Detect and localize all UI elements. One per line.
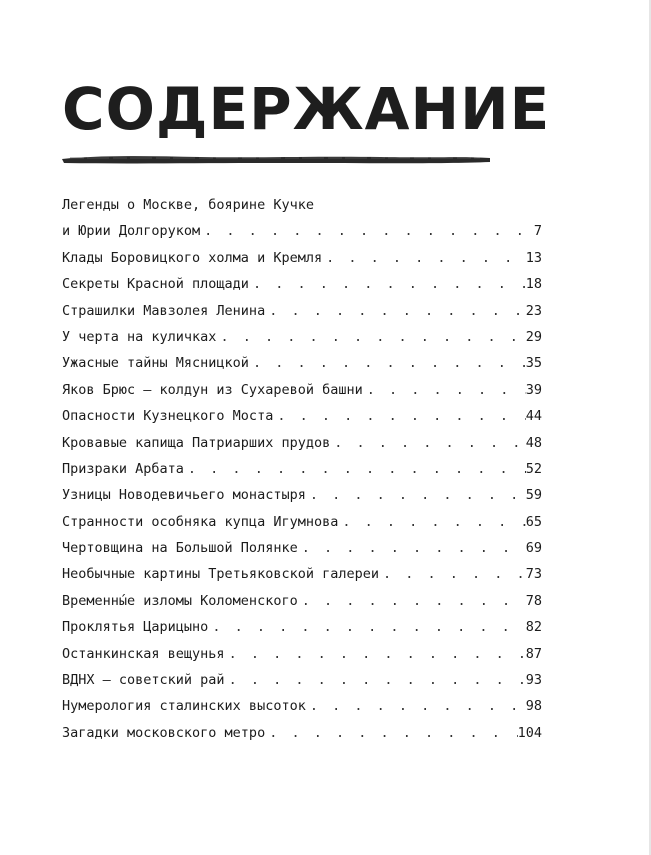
- toc-entry[interactable]: [62, 271, 542, 297]
- toc-page-number: 87: [525, 645, 542, 662]
- toc-line: [62, 430, 542, 456]
- toc-page-number: 44: [525, 408, 542, 425]
- dot-leader: [184, 456, 526, 482]
- toc-line: [62, 377, 542, 403]
- toc-line: [62, 403, 542, 429]
- toc-entry[interactable]: [62, 403, 542, 429]
- dot-leader: [306, 693, 526, 719]
- dot-leader: [208, 614, 525, 640]
- toc-line: [62, 509, 542, 535]
- toc-page-number: 48: [525, 434, 542, 451]
- dot-leader: [306, 482, 526, 508]
- toc-entry-title: Яков Брюс – колдун из Сухаревой башни: [62, 381, 363, 398]
- dot-leader: [265, 298, 526, 324]
- dot-leader: [379, 561, 526, 587]
- toc-line: [62, 324, 542, 350]
- toc-line: [62, 192, 542, 218]
- toc-page-number: 65: [525, 513, 542, 530]
- toc-page-number: 52: [525, 460, 542, 477]
- toc-line: [62, 667, 542, 693]
- toc-page-number: 59: [525, 487, 542, 504]
- title-underline: [60, 150, 492, 168]
- toc-entry-title-continued: и Юрии Долгоруком: [62, 223, 201, 240]
- toc-entry-title: Клады Боровицкого холма и Кремля: [62, 249, 323, 266]
- toc-page-number: 35: [525, 355, 542, 372]
- toc-line: [62, 271, 542, 297]
- toc-page-number: 23: [525, 302, 542, 319]
- toc-entry[interactable]: [62, 667, 542, 693]
- toc-page-number: 78: [525, 592, 542, 609]
- toc-page-number: 98: [525, 698, 542, 715]
- toc-page-number: 93: [525, 672, 542, 689]
- dot-leader: [273, 403, 525, 429]
- table-of-contents: [62, 192, 542, 746]
- toc-line: [62, 561, 542, 587]
- toc-entry-title: Секреты Красной площади: [62, 276, 249, 293]
- toc-entry-title: Страшилки Мавзолея Ленина: [62, 302, 266, 319]
- toc-entry-title: Проклятья Царицыно: [62, 619, 209, 636]
- toc-entry-title: Узницы Новодевичьего монастыря: [62, 487, 306, 504]
- toc-page-number: 69: [525, 540, 542, 557]
- toc-line: [62, 456, 542, 482]
- toc-entry-title: Кровавые капища Патриарших прудов: [62, 434, 331, 451]
- toc-entry[interactable]: [62, 350, 542, 376]
- toc-page-number: 18: [525, 276, 542, 293]
- toc-line: [62, 693, 542, 719]
- toc-entry-title: Необычные картины Третьяковской галереи: [62, 566, 379, 583]
- toc-entry[interactable]: [62, 614, 542, 640]
- toc-page-number: 7: [533, 223, 542, 240]
- toc-entry-title: Легенды о Москве, боярине Кучке: [62, 197, 314, 213]
- toc-entry[interactable]: [62, 693, 542, 719]
- toc-line: [62, 298, 542, 324]
- toc-page-number: 73: [525, 566, 542, 583]
- toc-entry[interactable]: [62, 324, 542, 350]
- toc-line: [62, 350, 542, 376]
- toc-entry-title: Призраки Арбата: [62, 460, 184, 477]
- dot-leader: [225, 667, 526, 693]
- toc-entry[interactable]: [62, 535, 542, 561]
- toc-line: [62, 218, 542, 244]
- toc-entry-title: Останкинская вещунья: [62, 645, 225, 662]
- toc-line: [62, 720, 542, 746]
- dot-leader: [216, 324, 525, 350]
- toc-entry[interactable]: [62, 245, 542, 271]
- toc-page-number: 29: [525, 328, 542, 345]
- toc-entry[interactable]: [62, 192, 542, 245]
- dot-leader: [298, 535, 526, 561]
- toc-line: [62, 245, 542, 271]
- toc-entry-title: Ужасные тайны Мясницкой: [62, 355, 249, 372]
- toc-entry-title: У черта на куличках: [62, 328, 217, 345]
- page-title: СОДЕРЖАНИЕ: [62, 75, 551, 143]
- toc-entry[interactable]: [62, 720, 542, 746]
- toc-page-number: 39: [525, 381, 542, 398]
- toc-entry-title: Странности особняка купца Игумнова: [62, 513, 339, 530]
- toc-line: [62, 641, 542, 667]
- toc-line: [62, 588, 542, 614]
- toc-entry[interactable]: [62, 456, 542, 482]
- toc-entry-title: Нумерология сталинских высоток: [62, 698, 306, 715]
- dot-leader: [265, 720, 517, 746]
- toc-page-number: 82: [525, 619, 542, 636]
- toc-entry[interactable]: [62, 298, 542, 324]
- toc-entry[interactable]: [62, 588, 542, 614]
- toc-entry-title: ВДНХ – советский рай: [62, 672, 225, 689]
- toc-entry-title: Загадки московского метро: [62, 724, 266, 741]
- toc-entry-title: Временны́е изломы Коломенского: [62, 592, 298, 609]
- toc-entry[interactable]: [62, 430, 542, 456]
- toc-page-number: 13: [525, 249, 542, 266]
- dot-leader: [338, 509, 525, 535]
- toc-line: [62, 614, 542, 640]
- toc-entry[interactable]: [62, 482, 542, 508]
- toc-entry-title: Чертовщина на Большой Полянке: [62, 540, 298, 557]
- toc-line: [62, 535, 542, 561]
- dot-leader: [330, 430, 526, 456]
- dot-leader: [200, 218, 534, 244]
- toc-line: [62, 482, 542, 508]
- dot-leader: [298, 588, 526, 614]
- dot-leader: [363, 377, 526, 403]
- toc-entry[interactable]: [62, 561, 542, 587]
- dot-leader: [249, 350, 526, 376]
- dot-leader: [225, 641, 526, 667]
- toc-entry-title: Опасности Кузнецкого Моста: [62, 408, 274, 425]
- toc-entry[interactable]: [62, 641, 542, 667]
- dot-leader: [322, 245, 526, 271]
- toc-page-number: 104: [517, 724, 542, 741]
- toc-entry[interactable]: [62, 509, 542, 535]
- toc-entry[interactable]: [62, 377, 542, 403]
- dot-leader: [249, 271, 526, 297]
